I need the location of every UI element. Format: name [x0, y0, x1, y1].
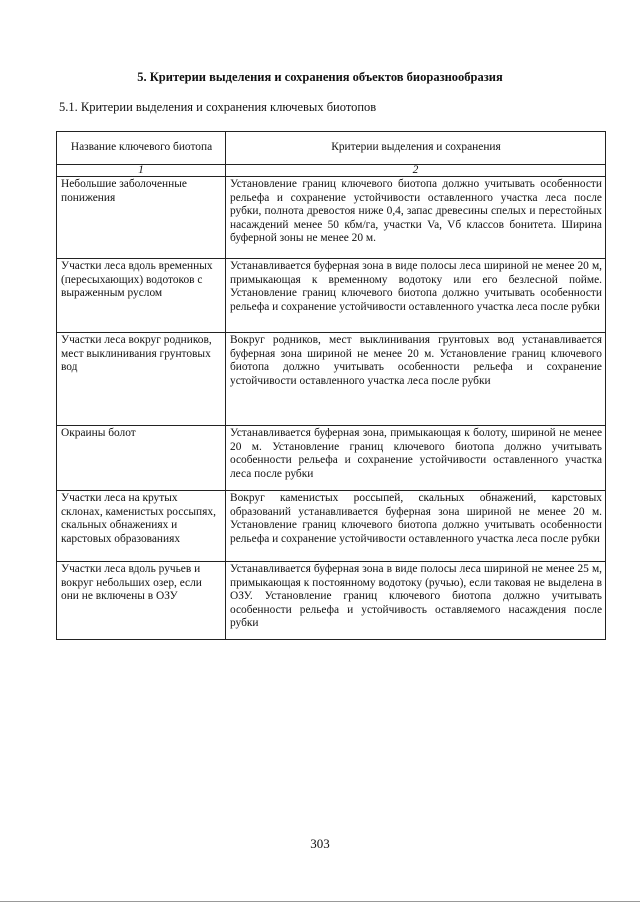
biotope-name-cell: Участки леса вокруг родников, мест выклинивания грунтовых вод [57, 333, 226, 426]
page-bottom-divider [0, 901, 640, 902]
table-header-row [57, 132, 606, 165]
table-row [57, 426, 606, 491]
table-row [57, 259, 606, 333]
section-title: 5.1. Критерии выделения и сохранения ключевых биотопов [59, 100, 377, 114]
criteria-cell: Устанавливается буферная зона, примыкающая к болоту, шириной не менее 20 м. Установление границ ключевого биотопа должно учитывать особенности рельефа и сохранение устойчивости оставленного участка леса после рубки [226, 426, 606, 491]
criteria-cell: Вокруг каменистых россыпей, скальных обнажений, карстовых образований устанавливается буферная зона шириной не менее 20 м. Установление границ ключевого биотопа должно учитывать особенности рельефа и сохранение устойчивости оставленного участка леса после рубки [226, 491, 606, 562]
criteria-cell: Установление границ ключевого биотопа должно учитывать особенности рельефа и сохранение устойчивости оставленного участка леса после рубки, полнота древостоя ниже 0,4, запас древесины спелых и перестойных насаждений менее 50 кбм/га, участки Va, Vб классов бонитета. Ширина буферной зоны не менее 20 м. [226, 177, 606, 259]
column-number-1: 1 [57, 165, 226, 177]
biotope-criteria-table [56, 131, 606, 640]
criteria-cell: Вокруг родников, мест выклинивания грунтовых вод устанавливается буферная зона шириной не менее 20 м. Установление границ ключевого биотопа должно учитывать особенности рельефа и сохранение устойчивости оставленного участка леса после рубки [226, 333, 606, 426]
table-row [57, 333, 606, 426]
biotope-name-cell: Небольшие заболоченные понижения [57, 177, 226, 259]
biotope-name-cell: Участки леса вдоль ручьев и вокруг небольших озер, если они не включены в ОЗУ [57, 562, 226, 640]
biotope-name-cell: Участки леса вдоль временных (пересыхающих) водотоков с выраженным руслом [57, 259, 226, 333]
criteria-cell: Устанавливается буферная зона в виде полосы леса шириной не менее 25 м, примыкающая к постоянному водотоку (ручью), если таковая не выделена в ОЗУ. Установление границ ключевого биотопа должно учитывать особенности рельефа и устойчивость оставляемого насаждения после рубки [226, 562, 606, 640]
biotope-name-cell: Окраины болот [57, 426, 226, 491]
criteria-cell: Устанавливается буферная зона в виде полосы леса шириной не менее 20 м, примыкающая к временному водотоку или его безлесной пойме. Установление границ ключевого биотопа должно учитывать особенности рельефа и сохранение устойчивости оставленного участка леса после рубки [226, 259, 606, 333]
table-row [57, 491, 606, 562]
column-number-2: 2 [226, 165, 606, 177]
page-number: 303 [310, 836, 330, 851]
header-criteria: Критерии выделения и сохранения [226, 132, 606, 165]
column-number-row [57, 165, 606, 177]
biotope-name-cell: Участки леса на крутых склонах, каменистых россыпях, скальных обнажениях и карстовых образованиях [57, 491, 226, 562]
table-row [57, 177, 606, 259]
page-title: 5. Критерии выделения и сохранения объектов биоразнообразия [137, 70, 503, 84]
table-row [57, 562, 606, 640]
header-biotope-name: Название ключевого биотопа [57, 132, 226, 165]
